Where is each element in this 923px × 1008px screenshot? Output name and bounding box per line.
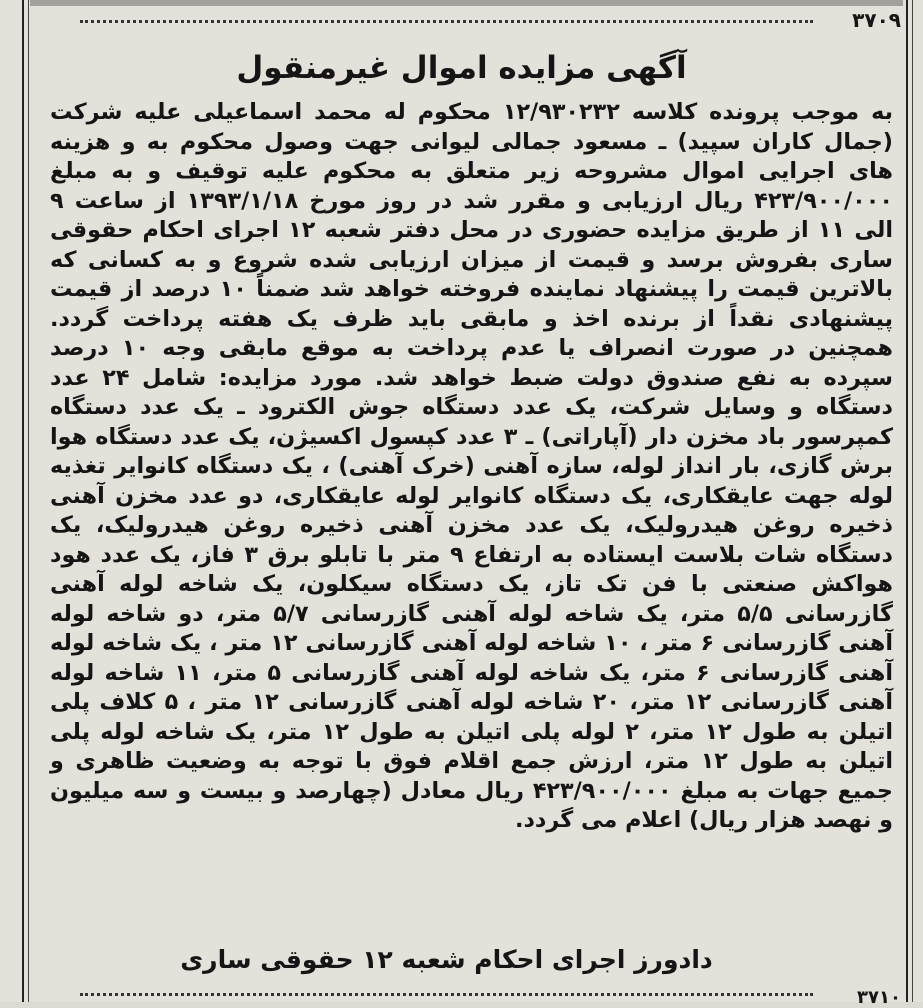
next-notice-number: ۳۷۱۰: [857, 987, 901, 1008]
right-column-border: [906, 0, 913, 1002]
top-dotted-divider: [80, 20, 813, 23]
notice-signature: دادورز اجرای احکام شعبه ۱۲ حقوقی ساری: [180, 945, 713, 974]
previous-column-strip: [30, 0, 903, 6]
notice-reference-number: ۳۷۰۹: [852, 8, 901, 32]
notice-body: به موجب پرونده کلاسه ۱۲/۹۳۰۲۳۲ محکوم له محمد اسماعیلی علیه شرکت (جمال کاران سپید) ـ مسعود جمالی لیوانی جهت وصول محکوم به و هزینه های اجرایی اموال مشروحه زیر متعلق به محکوم علیه توقیف و به مبلغ ۴۲۳/۹۰۰/۰۰۰ ریال ارزیابی و مقرر شد در روز مورخ ۱۳۹۳/۱/۱۸ از ساعت ۹ الی ۱۱ از طریق مزایده حضوری در محل دفتر شعبه ۱۲ اجرای احکام حقوقی ساری بفروش برسد و قیمت از میزان ارزیابی شده شروع و به کسانی که بالاترین قیمت را پیشنهاد نماینده فروخته خواهد شد ضمناً ۱۰ درصد از قیمت پیشنهادی نقداً از برنده اخذ و مابقی باید ظرف یک هفته پرداخت گردد. همچنین در صورت انصراف یا عدم پرداخت به موقع مابقی وجه ۱۰ درصد سپرده به نفع صندوق دولت ضبط خواهد شد. مورد مزایده: شامل ۲۴ عدد دستگاه و وسایل شرکت، یک عدد دستگاه جوش الکترود ـ یک عدد دستگاه کمپرسور باد مخزن دار (آپاراتی) ـ ۳ عدد کپسول اکسیژن، یک عدد دستگاه هوا برش گازی، بار انداز لوله، سازه آهنی (خرک آهنی) ، یک دستگاه کانوایر تغذیه لوله جهت عایقکاری، یک دستگاه کانوایر لوله عایقکاری، دو عدد مخزن آهنی ذخیره روغن هیدرولیک، یک عدد مخزن آهنی ذخیره روغن هیدرولیک، یک دستگاه شات بلاست ایستاده به ارتفاع ۹ متر با تابلو برق ۳ فاز، یک عدد هود هواکش صنعتی با فن تک تاز، یک دستگاه سیکلون، یک شاخه لوله آهنی گازرسانی ۵/۵ متر، یک شاخه لوله آهنی گازرسانی ۵/۷ متر، دو شاخه لوله آهنی گازرسانی ۶ متر ، ۱۰ شاخه لوله آهنی گازرسانی ۱۲ متر ، یک شاخه لوله آهنی گازرسانی ۶ متر، یک شاخه لوله آهنی گازرسانی ۵ متر، ۱۱ شاخه لوله آهنی گازرسانی ۱۲ متر، ۲۰ شاخه لوله آهنی گازرسانی ۱۲ متر ، ۵ کلاف پلی اتیلن به طول ۱۲ متر، ۲ لوله پلی اتیلن به طول ۱۲ متر، یک شاخه لوله پلی اتیلن به طول ۱۲ متر، ارزش جمع اقلام فوق با توجه به وضعیت ظاهری و جمیع جهات به مبلغ ۴۲۳/۹۰۰/۰۰۰ ریال معادل (چهارصد و بیست و سه میلیون و نهصد هزار ریال) اعلام می گردد.: [50, 99, 894, 833]
notice-title: آگهی مزایده اموال غیرمنقول: [236, 50, 687, 86]
left-column-border: [22, 0, 29, 1002]
bottom-dotted-divider: [80, 993, 813, 996]
